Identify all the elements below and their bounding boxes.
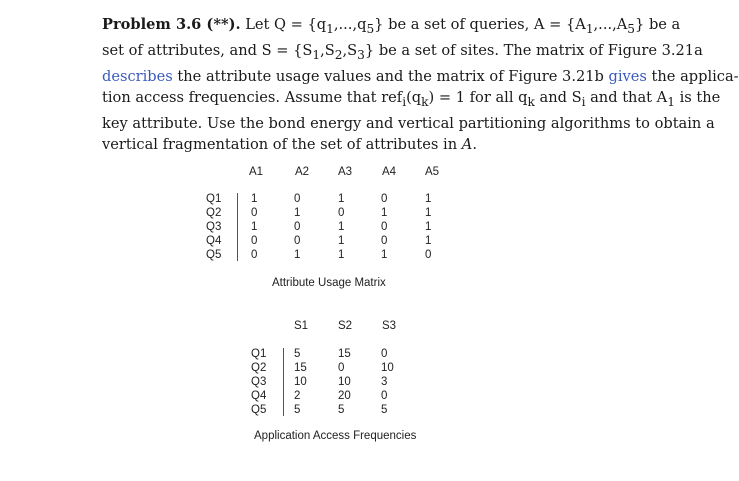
matrix-cell: 10 — [338, 376, 351, 388]
row-label: Q5 — [251, 404, 267, 416]
matrix-cell: 3 — [381, 376, 388, 388]
row-label: Q1 — [206, 193, 222, 205]
matrix-cell: 15 — [294, 362, 307, 374]
gives-link[interactable]: gives — [608, 67, 647, 85]
column-header: S1 — [294, 320, 309, 332]
matrix-cell: 1 — [425, 221, 432, 233]
matrix-cell: 2 — [294, 390, 301, 402]
matrix-bracket — [283, 348, 284, 416]
matrix-bracket — [237, 193, 238, 261]
matrix-cell: 1 — [338, 249, 345, 261]
matrix-cell: 1 — [425, 207, 432, 219]
matrix-cell: 1 — [338, 235, 345, 247]
row-label: Q3 — [206, 221, 222, 233]
matrix-cell: 0 — [294, 235, 301, 247]
matrix-cell: 1 — [381, 249, 388, 261]
problem-heading: Problem 3.6 (**). — [102, 16, 241, 33]
row-label: Q2 — [251, 362, 267, 374]
matrix-cell: 10 — [294, 376, 307, 388]
describes-link[interactable]: describes — [102, 67, 173, 85]
column-header: S3 — [382, 320, 397, 332]
matrix-cell: 5 — [338, 404, 345, 416]
matrix-cell: 0 — [381, 221, 388, 233]
column-header: A4 — [382, 166, 397, 178]
matrix-cell: 1 — [251, 221, 258, 233]
matrix-cell: 0 — [294, 221, 301, 233]
usage-matrix-caption: Attribute Usage Matrix — [272, 277, 386, 289]
matrix-cell: 0 — [381, 390, 388, 402]
matrix-cell: 1 — [381, 207, 388, 219]
matrix-cell: 1 — [425, 193, 432, 205]
row-label: Q4 — [251, 390, 267, 402]
matrix-cell: 5 — [381, 404, 388, 416]
problem-line-6: vertical fragmentation of the set of attributes in A. — [102, 135, 477, 153]
matrix-cell: 0 — [338, 362, 345, 374]
matrix-cell: 0 — [381, 348, 388, 360]
matrix-cell: 5 — [294, 404, 301, 416]
matrix-cell: 0 — [381, 235, 388, 247]
row-label: Q4 — [206, 235, 222, 247]
column-header: A1 — [249, 166, 264, 178]
problem-line-1: Problem 3.6 (**). Let $Q = \{q_1,...,q_5\}$ be a set of queries, $A = \{A_1,...,A_5\}$ be a — [102, 16, 681, 36]
matrix-cell: 15 — [338, 348, 351, 360]
problem-statement — [102, 14, 739, 155]
matrix-cell: 0 — [294, 193, 301, 205]
problem-line-4: tion access frequencies. Assume that $ref_i(q_k) = 1$ for all $q_k$ and $S_i$ and that $A_1$ is the — [102, 88, 721, 109]
column-header: A2 — [295, 166, 310, 178]
column-header: S2 — [338, 320, 353, 332]
matrix-cell: 0 — [381, 193, 388, 205]
matrix-cell: 0 — [338, 207, 345, 219]
matrix-cell: 1 — [251, 193, 258, 205]
matrix-cell: 1 — [294, 207, 301, 219]
problem-line-2: set of attributes, and $S = \{S_1,S_2,S_3\}$ be a set of sites. The matrix of Figure 3.21a — [102, 41, 703, 62]
matrix-cell: 1 — [338, 221, 345, 233]
column-header: A3 — [338, 166, 353, 178]
matrix-cell: 0 — [251, 207, 258, 219]
problem-line-5: key attribute. Use the bond energy and vertical partitioning algorithms to obtain a — [102, 114, 715, 132]
matrix-cell: 5 — [294, 348, 301, 360]
problem-line-3: describes the attribute usage values and the matrix of Figure 3.21b gives the applica- — [102, 67, 739, 85]
row-label: Q3 — [251, 376, 267, 388]
matrix-cell: 1 — [338, 193, 345, 205]
row-label: Q2 — [206, 207, 222, 219]
row-label: Q5 — [206, 249, 222, 261]
row-label: Q1 — [251, 348, 267, 360]
matrix-cell: 0 — [425, 249, 432, 261]
matrix-cell: 20 — [338, 390, 351, 402]
access-matrix-caption: Application Access Frequencies — [254, 430, 417, 442]
matrix-cell: 1 — [425, 235, 432, 247]
matrix-cell: 0 — [251, 249, 258, 261]
column-header: A5 — [425, 166, 440, 178]
matrix-cell: 0 — [251, 235, 258, 247]
matrix-cell: 10 — [381, 362, 394, 374]
matrix-cell: 1 — [294, 249, 301, 261]
